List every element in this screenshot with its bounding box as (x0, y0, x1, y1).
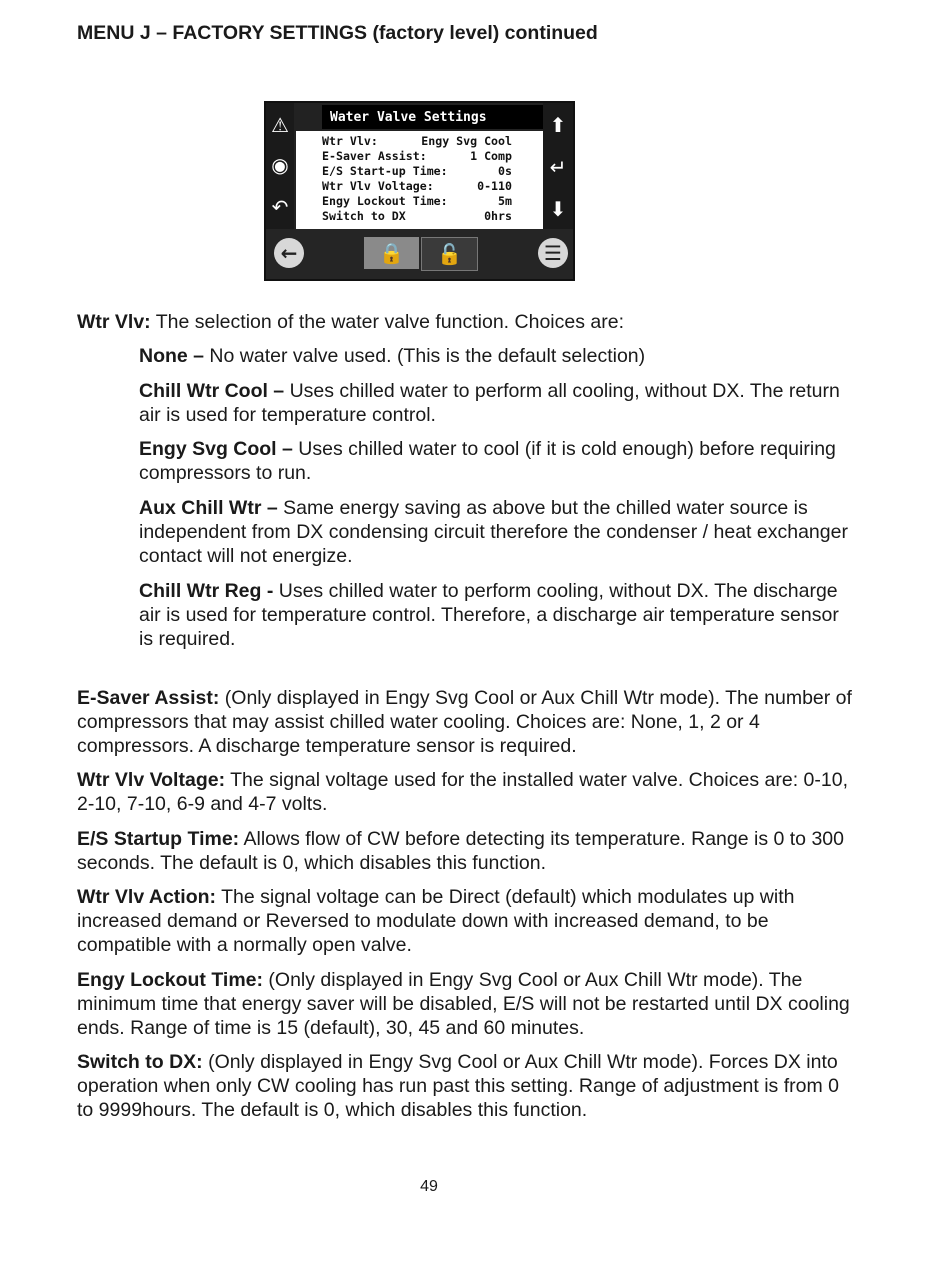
screen-settings-list (296, 131, 544, 229)
menu-icon[interactable]: ☰ (538, 238, 568, 268)
up-arrow-icon[interactable]: ⬆ (549, 113, 567, 137)
screen-row[interactable]: Switch to DX 0hrs (322, 209, 512, 223)
home-icon[interactable]: ◉ (271, 153, 289, 177)
param-wtr-vlv-action: Wtr Vlv Action: The signal voltage can be Direct (default) which modulates up with increased demand or Reversed to modulate down with increased demand, to be compatible with a normally open valve. (77, 886, 795, 956)
alarm-icon[interactable]: ⚠ (271, 113, 289, 137)
param-e-saver-assist: E-Saver Assist: (Only displayed in Engy Svg Cool or Aux Chill Wtr mode). The number of compressors that may assist chilled water cooling. Choices are: None, 1, 2 or 4 compressors. A discharge temperature sensor is required. (77, 687, 852, 757)
lock-icon[interactable]: 🔒 (364, 237, 419, 269)
screen-row[interactable]: E/S Start-up Time: 0s (322, 164, 512, 178)
param-switch-to-dx: Switch to DX: (Only displayed in Engy Svg Cool or Aux Chill Wtr mode). Forces DX into operation when only CW cooling has run past this setting. Range of adjustment is from 0 to 9999hours. The default is 0, which disables this function. (77, 1051, 839, 1121)
screen-row[interactable]: Wtr Vlv Voltage: 0-110 (322, 179, 512, 193)
screen-right-bar (543, 103, 573, 231)
param-wtr-vlv-voltage: Wtr Vlv Voltage: The signal voltage used for the installed water valve. Choices are: 0-10, 2-10, 7-10, 6-9 and 4-7 volts. (77, 769, 848, 815)
choice-chill-wtr-cool: Chill Wtr Cool – Uses chilled water to perform all cooling, without DX. The return air is used for temperature control. (139, 380, 840, 426)
screen-row[interactable]: E-Saver Assist: 1 Comp (322, 149, 512, 163)
choice-aux-chill-wtr: Aux Chill Wtr – Same energy saving as above but the chilled water source is independent from DX condensing circuit therefore the condenser / heat exchanger contact will not energize. (139, 497, 848, 567)
choice-engy-svg-cool: Engy Svg Cool – Uses chilled water to cool (if it is cold enough) before requiring compressors to run. (139, 438, 836, 484)
param-es-startup-time: E/S Startup Time: Allows flow of CW before detecting its temperature. Range is 0 to 300 seconds. The default is 0, which disables this function. (77, 828, 844, 874)
wtr-vlv-intro: Wtr Vlv: The selection of the water valve function. Choices are: (77, 311, 624, 333)
screen-row[interactable]: Wtr Vlv: Engy Svg Cool (322, 134, 512, 148)
page-heading: MENU J – FACTORY SETTINGS (factory level) continued (77, 22, 598, 44)
screen-title: Water Valve Settings (322, 105, 544, 129)
screen-bottom-bar (266, 229, 573, 279)
screen-row[interactable]: Engy Lockout Time: 5m (322, 194, 512, 208)
controller-screen (264, 101, 575, 281)
enter-icon[interactable]: ↵ (549, 155, 567, 179)
choice-chill-wtr-reg: Chill Wtr Reg - Uses chilled water to perform cooling, without DX. The discharge air is used for temperature control. Therefore, a discharge air temperature sensor is required. (139, 580, 839, 650)
back-icon[interactable]: ↶ (271, 195, 289, 219)
left-arrow-icon[interactable]: ← (274, 238, 304, 268)
param-engy-lockout-time: Engy Lockout Time: (Only displayed in Engy Svg Cool or Aux Chill Wtr mode). The minimum time that energy saver will be disabled, E/S will not be restarted until DX cooling ends. Range of time is 15 (default), 30, 45 and 60 minutes. (77, 969, 850, 1039)
page-number: 49 (420, 1178, 438, 1195)
choice-none: None – No water valve used. (This is the default selection) (139, 345, 646, 367)
down-arrow-icon[interactable]: ⬇ (549, 197, 567, 221)
screen-left-bar (266, 103, 294, 231)
unlock-icon[interactable]: 🔓 (421, 237, 478, 271)
